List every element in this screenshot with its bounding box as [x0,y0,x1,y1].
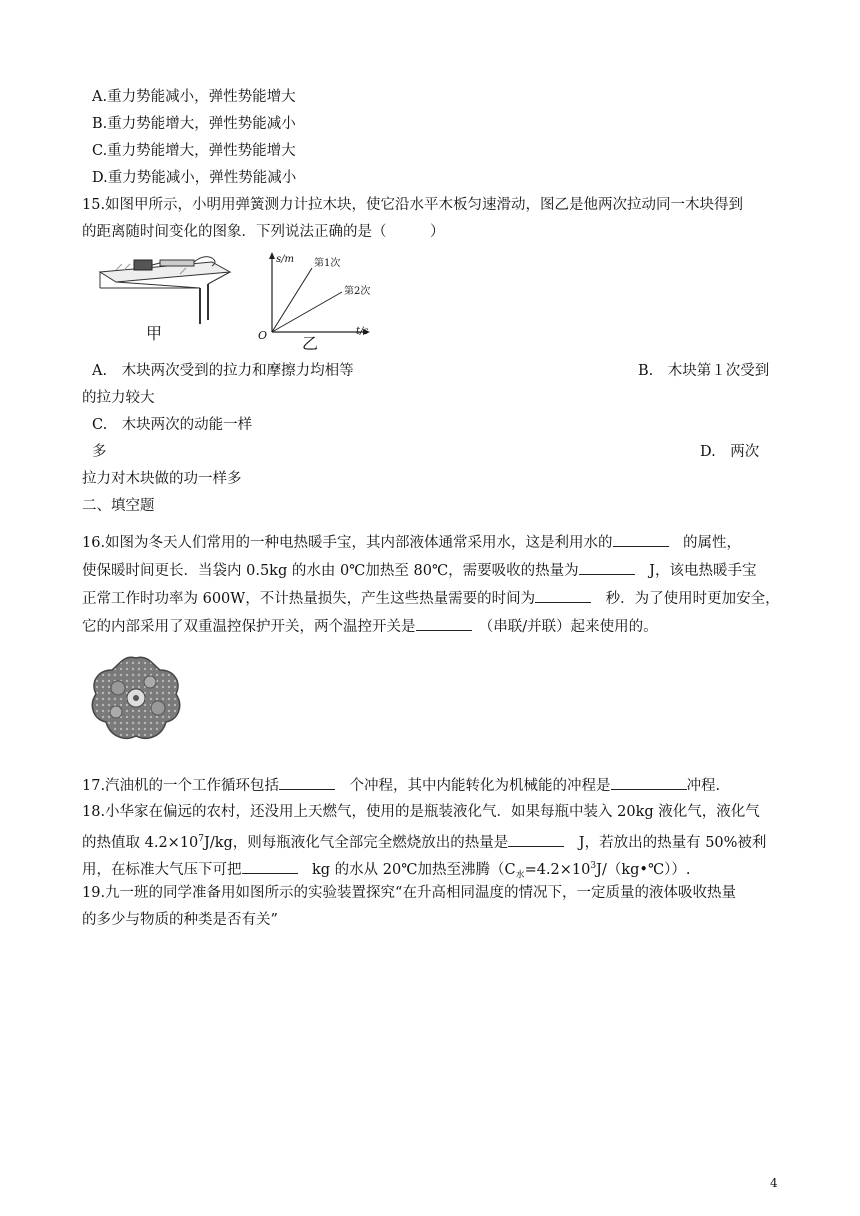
q16-blank-2[interactable] [579,560,635,575]
q16-blank-4[interactable] [416,616,472,631]
q15-option-c-line1: C. 木块两次的动能一样 [92,417,253,433]
series-1-line [272,268,312,332]
q18-line1: 18.小华家在偏远的农村，还没用上天燃气，使用的是瓶装液化气．如果每瓶中装入 20kg 液化气，液化气 [82,804,760,820]
q16-text-8: （串联/并联）起来使用的。 [471,619,658,635]
hand-warmer-picture [88,654,184,742]
q16-text-3: 使保暖时间更长．当袋内 0.5kg 的水由 0℃加热至 80℃，需要吸收的热量为 [82,563,579,579]
q15-stem-line2: 的距离随时间变化的图象．下列说法正确的是（ ） [82,224,445,240]
q17-text-3: 冲程. [686,778,721,794]
q18-text-2: J/kg，则每瓶液化气全部完全燃烧放出的热量是 [204,834,509,851]
q18-text-6: =4.2×10 [524,861,591,878]
series-2-label: 第2次 [344,286,371,297]
q18-exponent-2: 3 [590,861,597,871]
q18-blank-2[interactable] [242,859,298,874]
q18-subscript: 水 [515,870,525,881]
q16-blank-3[interactable] [535,588,591,603]
table-spring-scale-figure [94,250,240,350]
figure-jia [94,250,240,350]
q16-line4 [82,616,658,637]
q18-text-5: kg 的水从 20℃加热至沸腾（C [297,861,516,878]
q16-line3 [82,588,780,609]
q18-text-7: J/（kg•℃））. [596,861,691,878]
hand-warmer-image [88,654,184,742]
q16-text-5: 正常工作时功率为 600W，不计热量损失，产生这些热量需要的时间为 [82,591,536,607]
graph-origin-label: O [258,329,268,342]
q18-blank-1[interactable] [508,832,564,847]
q19-line1: 19.九一班的同学准备用如图所示的实验装置探究“在升高相同温度的情况下，一定质量的液体吸收热量 [82,885,736,901]
q14-option-c: C.重力势能增大，弹性势能增大 [92,143,296,159]
figure-yi [254,250,374,360]
page-number: 4 [770,1176,778,1190]
q17-line [82,775,720,796]
q15-option-b-line2: 的拉力较大 [82,390,155,406]
graph-y-axis-label: s/m [276,254,294,265]
q17-blank-2[interactable] [611,775,687,790]
q16-blank-1[interactable] [613,532,669,547]
figure-yi-label: 乙 [302,334,319,353]
q16-text-4: J，该电热暖手宝 [634,563,757,579]
q16-text-6: 秒．为了使用时更加安全， [591,591,780,607]
q15-option-d-line2: 拉力对木块做的功一样多 [82,471,242,487]
q16-line1 [82,532,741,553]
series-2-line [272,292,342,332]
q16-text-1: 16.如图为冬天人们常用的一种电热暖手宝，其内部液体通常采用水，这是利用水的 [82,535,613,551]
q15-stem-line1: 15.如图甲所示，小明用弹簧测力计拉木块，使它沿水平木板匀速滑动，图乙是他两次拉动同一木块得到 [82,197,744,213]
section-heading-fill-in: 二、填空题 [82,498,155,514]
q16-text-7: 它的内部采用了双重温控保护开关，两个温控开关是 [82,619,416,635]
q17-text-2: 个冲程，其中内能转化为机械能的冲程是 [335,778,611,794]
q16-line2 [82,560,757,581]
q17-text-1: 17.汽油机的一个工作循环包括 [82,778,280,794]
q18-text-3: J，若放出的热量有 50%被利 [564,834,767,851]
series-1-label: 第1次 [314,258,341,269]
q18-text-1: 的热值取 4.2×10 [82,834,199,851]
q15-option-a: A. 木块两次受到的拉力和摩擦力均相等 [92,363,354,379]
graph-x-axis-label: t/s [356,326,369,337]
q15-option-b-line1: B. 木块第１次受到 [638,363,770,379]
figure-jia-label: 甲 [146,324,163,343]
q15-option-c-line2: 多 [92,444,107,460]
q14-option-b: B.重力势能增大，弹性势能减小 [92,116,296,132]
q18-exponent-1: 7 [198,834,205,844]
q15-option-d-line1: D. 两次 [700,444,760,460]
q16-text-2: 的属性， [668,535,742,551]
q18-line3 [82,856,691,886]
q14-option-a: A.重力势能减小，弹性势能增大 [92,89,296,105]
q17-blank-1[interactable] [279,775,335,790]
q18-line2 [82,829,766,853]
q14-option-d: D.重力势能减小，弹性势能减小 [92,170,297,186]
q18-text-4: 用，在标准大气压下可把 [82,861,242,878]
q19-line2: 的多少与物质的种类是否有关” [82,912,278,928]
